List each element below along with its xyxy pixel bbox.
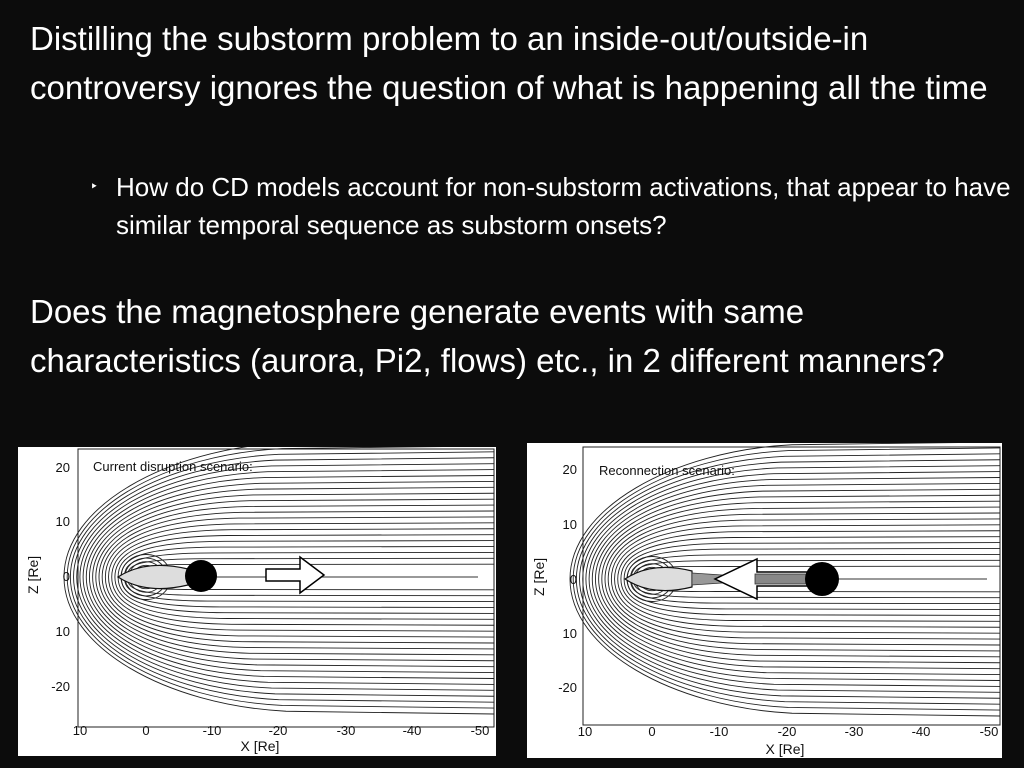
reconnection-site-icon (805, 562, 839, 596)
svg-text:-10: -10 (709, 724, 729, 739)
reconnection-diagram (527, 443, 1002, 758)
y-axis-label: Z [Re] (531, 557, 547, 596)
y-tick-labels (558, 462, 577, 695)
x-tick-labels (73, 723, 490, 738)
svg-text:-20: -20 (51, 679, 70, 694)
main-statement: Distilling the substorm problem to an inside-out/outside-in controversy ignores the question of what is happening all the time (30, 20, 988, 106)
svg-text:-20: -20 (777, 724, 797, 739)
svg-text:-10: -10 (202, 723, 222, 738)
svg-text:-40: -40 (402, 723, 422, 738)
svg-text:20: 20 (55, 460, 70, 475)
figure-title: Current disruption scenario: (93, 459, 253, 474)
svg-text:10: 10 (562, 626, 577, 641)
y-axis-label: Z [Re] (25, 555, 41, 594)
svg-text:10: 10 (55, 624, 70, 639)
svg-text:-30: -30 (336, 723, 356, 738)
svg-text:0: 0 (569, 572, 577, 587)
svg-text:-20: -20 (558, 680, 577, 695)
svg-text:0: 0 (142, 723, 150, 738)
x-tick-labels (578, 724, 999, 739)
svg-text:10: 10 (562, 517, 577, 532)
current-disruption-diagram (18, 447, 496, 756)
x-axis-label: X [Re] (765, 741, 805, 757)
svg-text:20: 20 (562, 462, 577, 477)
bullet-marker-icon: ‣ (90, 178, 99, 194)
inner-disruption-region (118, 565, 188, 588)
y-tick-labels (51, 460, 70, 694)
svg-text:0: 0 (62, 569, 70, 584)
svg-text:0: 0 (648, 724, 656, 739)
svg-text:10: 10 (577, 724, 593, 739)
sub-bullet-question: How do CD models account for non-substorm activations, that appear to have similar temporal sequence as substorm onsets? (116, 172, 1011, 240)
svg-text:-50: -50 (979, 724, 999, 739)
svg-text:10: 10 (72, 723, 88, 738)
disruption-blob-icon (185, 560, 217, 592)
reconnection-figure (527, 443, 1002, 758)
svg-text:10: 10 (55, 514, 70, 529)
inner-field-region (625, 567, 692, 590)
svg-text:-40: -40 (911, 724, 931, 739)
reconnection-jet (755, 574, 810, 584)
x-axis-label: X [Re] (240, 738, 280, 754)
svg-text:-20: -20 (268, 723, 288, 738)
current-disruption-figure (18, 447, 496, 756)
second-question: Does the magnetosphere generate events with same characteristics (aurora, Pi2, flows) etc., in 2 different manners? (30, 293, 945, 379)
tailward-arrow-icon (266, 557, 324, 593)
field-line (570, 579, 1000, 716)
field-line (64, 577, 494, 714)
svg-text:-30: -30 (844, 724, 864, 739)
figure-title: Reconnection scenario: (599, 463, 735, 478)
svg-text:-50: -50 (470, 723, 490, 738)
